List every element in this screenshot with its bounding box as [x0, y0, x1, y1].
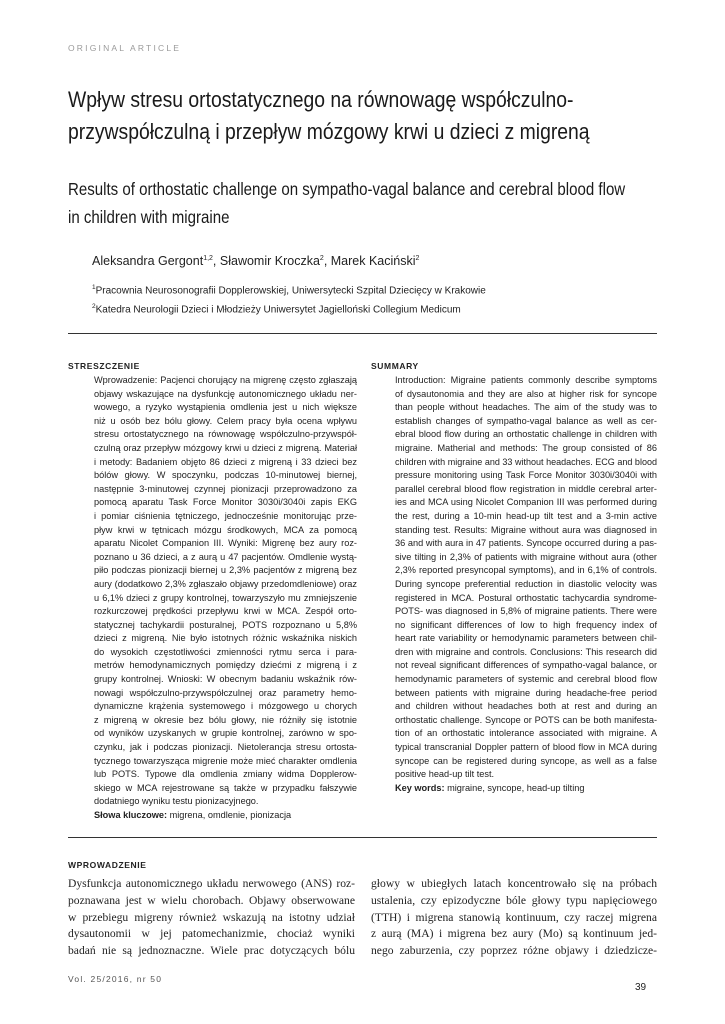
text-line: POTS- was diagnosed in 5,8% of migraine patients. There were	[395, 606, 657, 617]
text-line: niż u osób bez bólu głowy. Celem pracy była ocena wpływu	[94, 415, 357, 426]
text-line: tycznego towarzysząca migrenie może mieć charakter omdlenia	[94, 755, 357, 766]
text-line: w przebiegu migreny również wskazują na istotny udział	[68, 910, 355, 924]
text-line: nowagi współczulno-przywspółczulnej oraz parametry hemo-	[94, 687, 357, 698]
text-line: ies and MCA using Nicolet Companion III was performed during	[395, 497, 657, 508]
affiliation-line	[92, 299, 486, 318]
text-line: than people without headaches. The aim of the study was to	[395, 402, 657, 413]
text-line: ebral blood flow during an orthostatic challenge in children with	[395, 429, 657, 440]
introduction-column-left	[68, 876, 355, 960]
text-line: pływ krwi w tętnicach mózgu środkowych, MCA za pomocą	[94, 524, 357, 535]
text-line: metrów hemodynamicznych pomiędzy dziećmi z migreną i z	[94, 660, 357, 671]
text-line: do wysokich częstotliwości zmienności rytmu serca i para-	[94, 646, 357, 657]
author-affiliation-mark: 1,2	[203, 254, 213, 262]
text-line: objawy wskazujące na dysfunkcję autonomicznego układu ner-	[94, 388, 357, 399]
text-line: u 6,1% dzieci z grupy kontrolnej, towarzyszyło mu zmniejszenie	[94, 592, 357, 603]
title-line: Results of orthostatic challenge on sympatho-vagal balance and cerebral blood flow	[68, 179, 626, 199]
text-line: poznawana jest w wielu chorobach. Objawy obserwowane	[68, 893, 355, 907]
article-title-english	[68, 175, 688, 231]
text-line: grupy kontrolnej. Wnioski: W obecnym badaniu wskaźnik rów-	[94, 674, 357, 685]
abstract-divider	[68, 837, 657, 838]
text-line: z migreną w okresie bez bólu głowy, nie różniły się istotnie	[94, 714, 357, 725]
text-line: 36 and with aura in 47 patients. Syncope occurred during a pas-	[395, 538, 657, 549]
text-line: dodatniego wyniku testu pionizacyjnego.	[94, 796, 259, 807]
abstract-english	[395, 374, 657, 795]
author-name: Aleksandra Gergont	[92, 254, 204, 268]
text-line: skiego w MCA rejestrowane są także w przypadku fałszywie	[94, 782, 357, 793]
text-line: hemodynamic parameters of systemic and cerebral blood flow	[395, 674, 657, 685]
affiliation-text: Katedra Neurologii Dzieci i Młodzieży Uniwersytet Jagielloński Collegium Medicum	[95, 304, 461, 316]
text-line: Dysfunkcja autonomicznego układu nerwowego (ANS) roz-	[68, 877, 355, 890]
affiliations	[92, 280, 486, 319]
text-line: aparatu Nicolet Companion III. Wyniki: Migrenę bez aury roz-	[94, 538, 357, 549]
introduction-heading: WPROWADZENIE	[68, 860, 147, 870]
author-separator: ,	[323, 254, 331, 268]
keywords-line	[395, 782, 657, 796]
text-line: positive head-up tilt test.	[395, 769, 495, 780]
author-affiliation-mark: 2	[415, 254, 420, 262]
text-line: piło podczas pionizacji biernej u 2,3% pacjentów z migreną bez	[94, 565, 357, 576]
affiliation-mark: 2	[92, 303, 96, 311]
text-line: no significant differences of low to high frequency index of	[395, 619, 657, 630]
text-line: dysautonomii w jej patomechanizmie, chociaż wyniki	[68, 927, 355, 941]
text-line: establish changes of sympatho-vagal balance as well as cer-	[395, 415, 657, 426]
text-line: the rest, during a 10-min head-up tilt test and a 3-min active	[395, 510, 657, 521]
text-line: (TTH) i migrena stanowią kontinuum, czy raczej migrena	[371, 910, 657, 924]
abstract-polish-heading: STRESZCZENIE	[68, 361, 140, 371]
text-line: standing test. Results: Migraine without aura was diagnosed in	[395, 524, 657, 535]
title-line: Wpływ stresu ortostatycznego na równowagę współczulno-	[68, 87, 574, 112]
text-line: dzieci z migreną. Nie było istotnych różnic wskaźnika niskich	[94, 633, 357, 644]
text-line: pressure monitoring using Task Force Monitor 3030i/3040i with	[395, 470, 657, 481]
text-line: sive tilting in 2,3% of patients with migraine without aura (other	[395, 551, 657, 562]
affiliation-text: Pracownia Neurosonografii Dopplerowskiej, Uniwersytecki Szpital Dziecięcy w Krakowie	[95, 285, 486, 297]
text-line: poznano u 36 dzieci, a z aurą u 47 pacjentów. Omdlenie wystą-	[94, 551, 357, 562]
section-label: ORIGINAL ARTICLE	[68, 43, 182, 53]
text-line: parallel cerebral blood flow registration in middle cerebral arter-	[395, 483, 657, 494]
text-line: bólów głowy. W spoczynku, podczas 10-minutowej biernej,	[94, 470, 357, 481]
text-line: aury (dodatkowo 2,3% zgłaszało objawy przedomdleniowe) oraz	[94, 578, 357, 589]
text-line: czulną oraz przepływ mózgowy krwi u dzieci z migreną. Materiał	[94, 442, 357, 453]
text-line: Wprowadzenie: Pacjenci chorujący na migrenę często zgłaszają	[94, 375, 357, 385]
text-line: orthostatic challenge. Syncope or POTS can be both manifesta-	[395, 714, 657, 725]
text-line: tion of an orthostatic intolerance associated with migraine. A	[395, 728, 657, 739]
affiliation-mark: 1	[92, 284, 96, 291]
text-line: badań nie są jednoznaczne. Wiele prac dotyczących bólu	[68, 944, 355, 958]
text-line: heart rate variability or hemodynamic parameters between chil-	[395, 633, 657, 644]
article-title-polish	[68, 84, 688, 148]
text-line: statycznej tachykardii posturalnej, POTS rozpoznano u 5,8%	[94, 619, 357, 630]
abstract-polish	[94, 374, 357, 823]
author-name: Sławomir Kroczka	[219, 254, 320, 268]
keywords-label: Key words:	[395, 782, 445, 793]
abstract-english-heading: SUMMARY	[371, 361, 419, 371]
text-line: children with migraine and 33 without headaches. ECG and blood	[395, 456, 657, 467]
keywords-label: Słowa kluczowe:	[94, 810, 168, 820]
author-affiliation-mark: 2	[319, 254, 324, 262]
text-line: nego zaburzenia, czy poprzez różne objawy i dziedzicze-	[371, 944, 657, 958]
text-line: pomocą aparatu Task Force Monitor 3030i/3040i zapis EKG	[94, 497, 357, 508]
text-line: During syncope preferential reduction in diastolic velocity was	[395, 578, 657, 589]
text-line: rozkurczowej prędkości przepływu krwi w MCA. Zespół orto-	[94, 606, 357, 617]
author-separator: ,	[212, 254, 220, 268]
text-line: Introduction: Migraine patients commonly describe symptoms	[395, 375, 657, 385]
text-line: czynku, jak i podczas pionizacji. Nietolerancja stresu ortosta-	[94, 742, 357, 753]
affiliation-line	[92, 280, 486, 299]
text-line: stresu ortostatycznego na równowagę współczulno-przywspół-	[94, 429, 357, 440]
text-line: lub POTS. Typowe dla omdlenia zmiany widma Dopplerow-	[94, 769, 357, 780]
introduction-column-right	[371, 876, 657, 960]
text-line: głowy w ubiegłych latach koncentrowało się na próbach	[371, 877, 657, 890]
text-line: dynamiczne krążenia systemowego i mózgowego u chorych	[94, 701, 357, 712]
text-line: wowego, a ryzyko wystąpienia omdlenia jest u nich większe	[94, 402, 357, 413]
text-line: typical transcranial Doppler pattern of blood flow in MCA during	[395, 742, 657, 753]
keywords-value: migraine, syncope, head-up tilting	[444, 782, 585, 793]
text-line: ustalenia, czy epizodyczne bóle głowy typu napięciowego	[371, 893, 657, 907]
text-line: registered in MCA. Postural orthostatic tachycardia syndrome-	[395, 592, 657, 603]
author-list	[92, 254, 419, 268]
page-number: 39	[635, 982, 647, 993]
title-line: przywspółczulną i przepływ mózgowy krwi u dzieci z migreną	[68, 119, 590, 144]
text-line: następnie 3-minutowej czynnej pionizacji przeprowadzono za	[94, 483, 357, 494]
text-line: i metody: Badaniem objęto 86 dzieci z migreną i 33 dzieci bez	[94, 456, 357, 467]
keywords-line	[94, 809, 357, 823]
text-line: dren with migraine and controls. Conclusions: This research did	[395, 646, 657, 657]
text-line: z aurą (MA) i migrena bez aury (Mo) są kontinuum jed-	[371, 927, 657, 941]
journal-volume: Vol. 25/2016, nr 50	[68, 974, 163, 984]
text-line: between patients with migraine during headache-free period	[395, 687, 657, 698]
text-line: of dysautonomia and they are also at higher risk for syncope	[395, 388, 657, 399]
text-line: not reveal significant differences of sympatho-vagal balance, or	[395, 660, 657, 671]
text-line: migraine. Matherial and methods: The group consisted of 86	[395, 442, 657, 453]
keywords-value: migrena, omdlenie, pionizacja	[167, 810, 292, 820]
text-line: 2,3% reported presyncopal symptoms), and in 6,1% of controls.	[395, 565, 657, 576]
text-line: and children without headaches both at rest and during an	[395, 701, 657, 712]
text-line: od wyników uzyskanych w grupie kontrolnej, zarówno w spo-	[94, 728, 357, 739]
title-line: in children with migraine	[68, 207, 230, 227]
text-line: syncope can be registered during syncope, as well as a false	[395, 755, 657, 766]
header-divider	[68, 333, 657, 334]
author-name: Marek Kaciński	[330, 254, 416, 268]
text-line: i pomiar ciśnienia tętniczego, jednocześnie monitorując prze-	[94, 510, 357, 521]
